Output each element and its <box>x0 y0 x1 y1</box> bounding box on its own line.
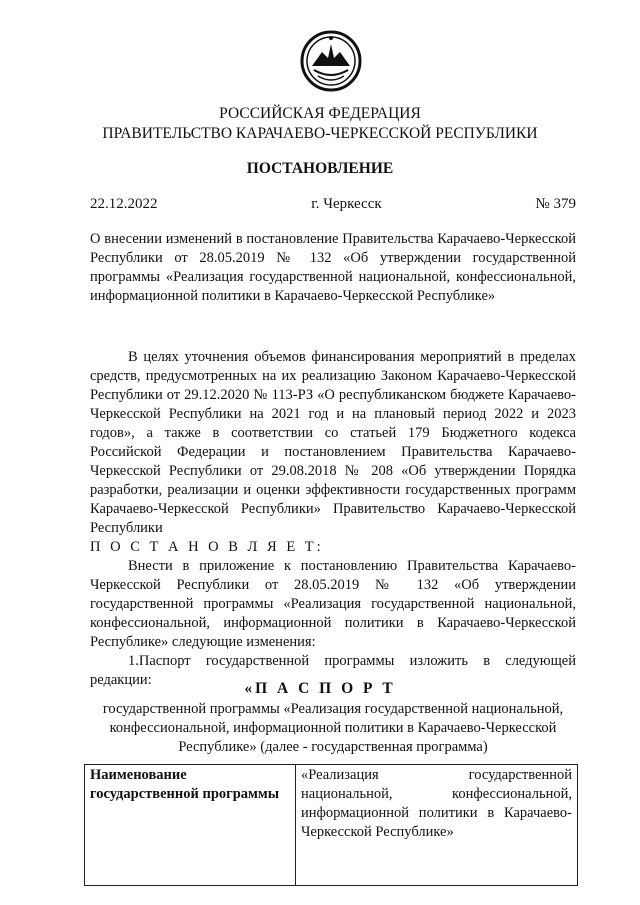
document-body <box>90 348 576 690</box>
program-name-value: «Реализация государственной национальной, конфессиональной, информационной политики в Карачаево-Черкесской Республике» <box>296 765 578 886</box>
government-heading: ПРАВИТЕЛЬСТВО КАРАЧАЕВО-ЧЕРКЕССКОЙ РЕСПУБЛИКИ <box>102 125 538 142</box>
document-date: 22.12.2022 <box>90 196 158 212</box>
passport-paragraph: 1.Паспорт государственной программы изложить в следующей редакции: <box>90 653 576 688</box>
date-line <box>90 196 576 213</box>
country-heading: РОССИЙСКАЯ ФЕДЕРАЦИЯ <box>219 105 421 122</box>
table-row <box>85 765 578 886</box>
passport-title: «П А С П О Р Т <box>244 680 396 697</box>
coat-of-arms-icon <box>300 30 362 92</box>
passport-table <box>84 764 578 886</box>
amendment-paragraph: Внести в приложение к постановлению Правительства Карачаево-Черкесской Республики от 28.05.2019 № 132 «Об утверждении государственной программы «Реализация государственной национальной, конфессиональной, информационной политики в Карачаево-Черкесской Республике» следующие изменения: <box>90 558 576 650</box>
passport-subtitle: государственной программы «Реализация государственной национальной, конфессиональной, информационной политики в Карачаево-Черкесской Республике» (далее - государственная программа) <box>102 701 564 755</box>
preamble-paragraph: В целях уточнения объемов финансирования мероприятий в пределах средств, предусмотренных на их реализацию Законом Карачаево-Черкесской Республики от 29.12.2020 № 113-РЗ «О республиканском бюджете Карачаево-Черкесской Республики на 2021 год и на плановый период 2022 и 2023 годов», а также в соответствии со статьей 179 Бюджетного кодекса Российской Федерации и постановлением Правительства Карачаево-Черкесской Республики от 29.08.2018 № 208 «Об утверждении Порядка разработки, реализации и оценки эффективности государственных программ Карачаево-Черкесской Республики» Правительство Карачаево-Черкесской Республики <box>90 349 576 536</box>
document-type-title: ПОСТАНОВЛЕНИЕ <box>246 160 394 177</box>
document-subject: О внесении изменений в постановление Правительства Карачаево-Черкесской Республики от 28.05.2019 № 132 «Об утверждении государственной программы «Реализация государственной национальной, конфессиональной, информационной политики в Карачаево-Черкесской Республике» <box>90 231 576 304</box>
document-city: г. Черкесск <box>311 196 382 212</box>
document-number: № 379 <box>535 196 576 212</box>
program-name-label: Наименование государственной программы <box>85 765 296 886</box>
decree-line: П О С Т А Н О В Л Я Е Т: <box>90 539 324 555</box>
